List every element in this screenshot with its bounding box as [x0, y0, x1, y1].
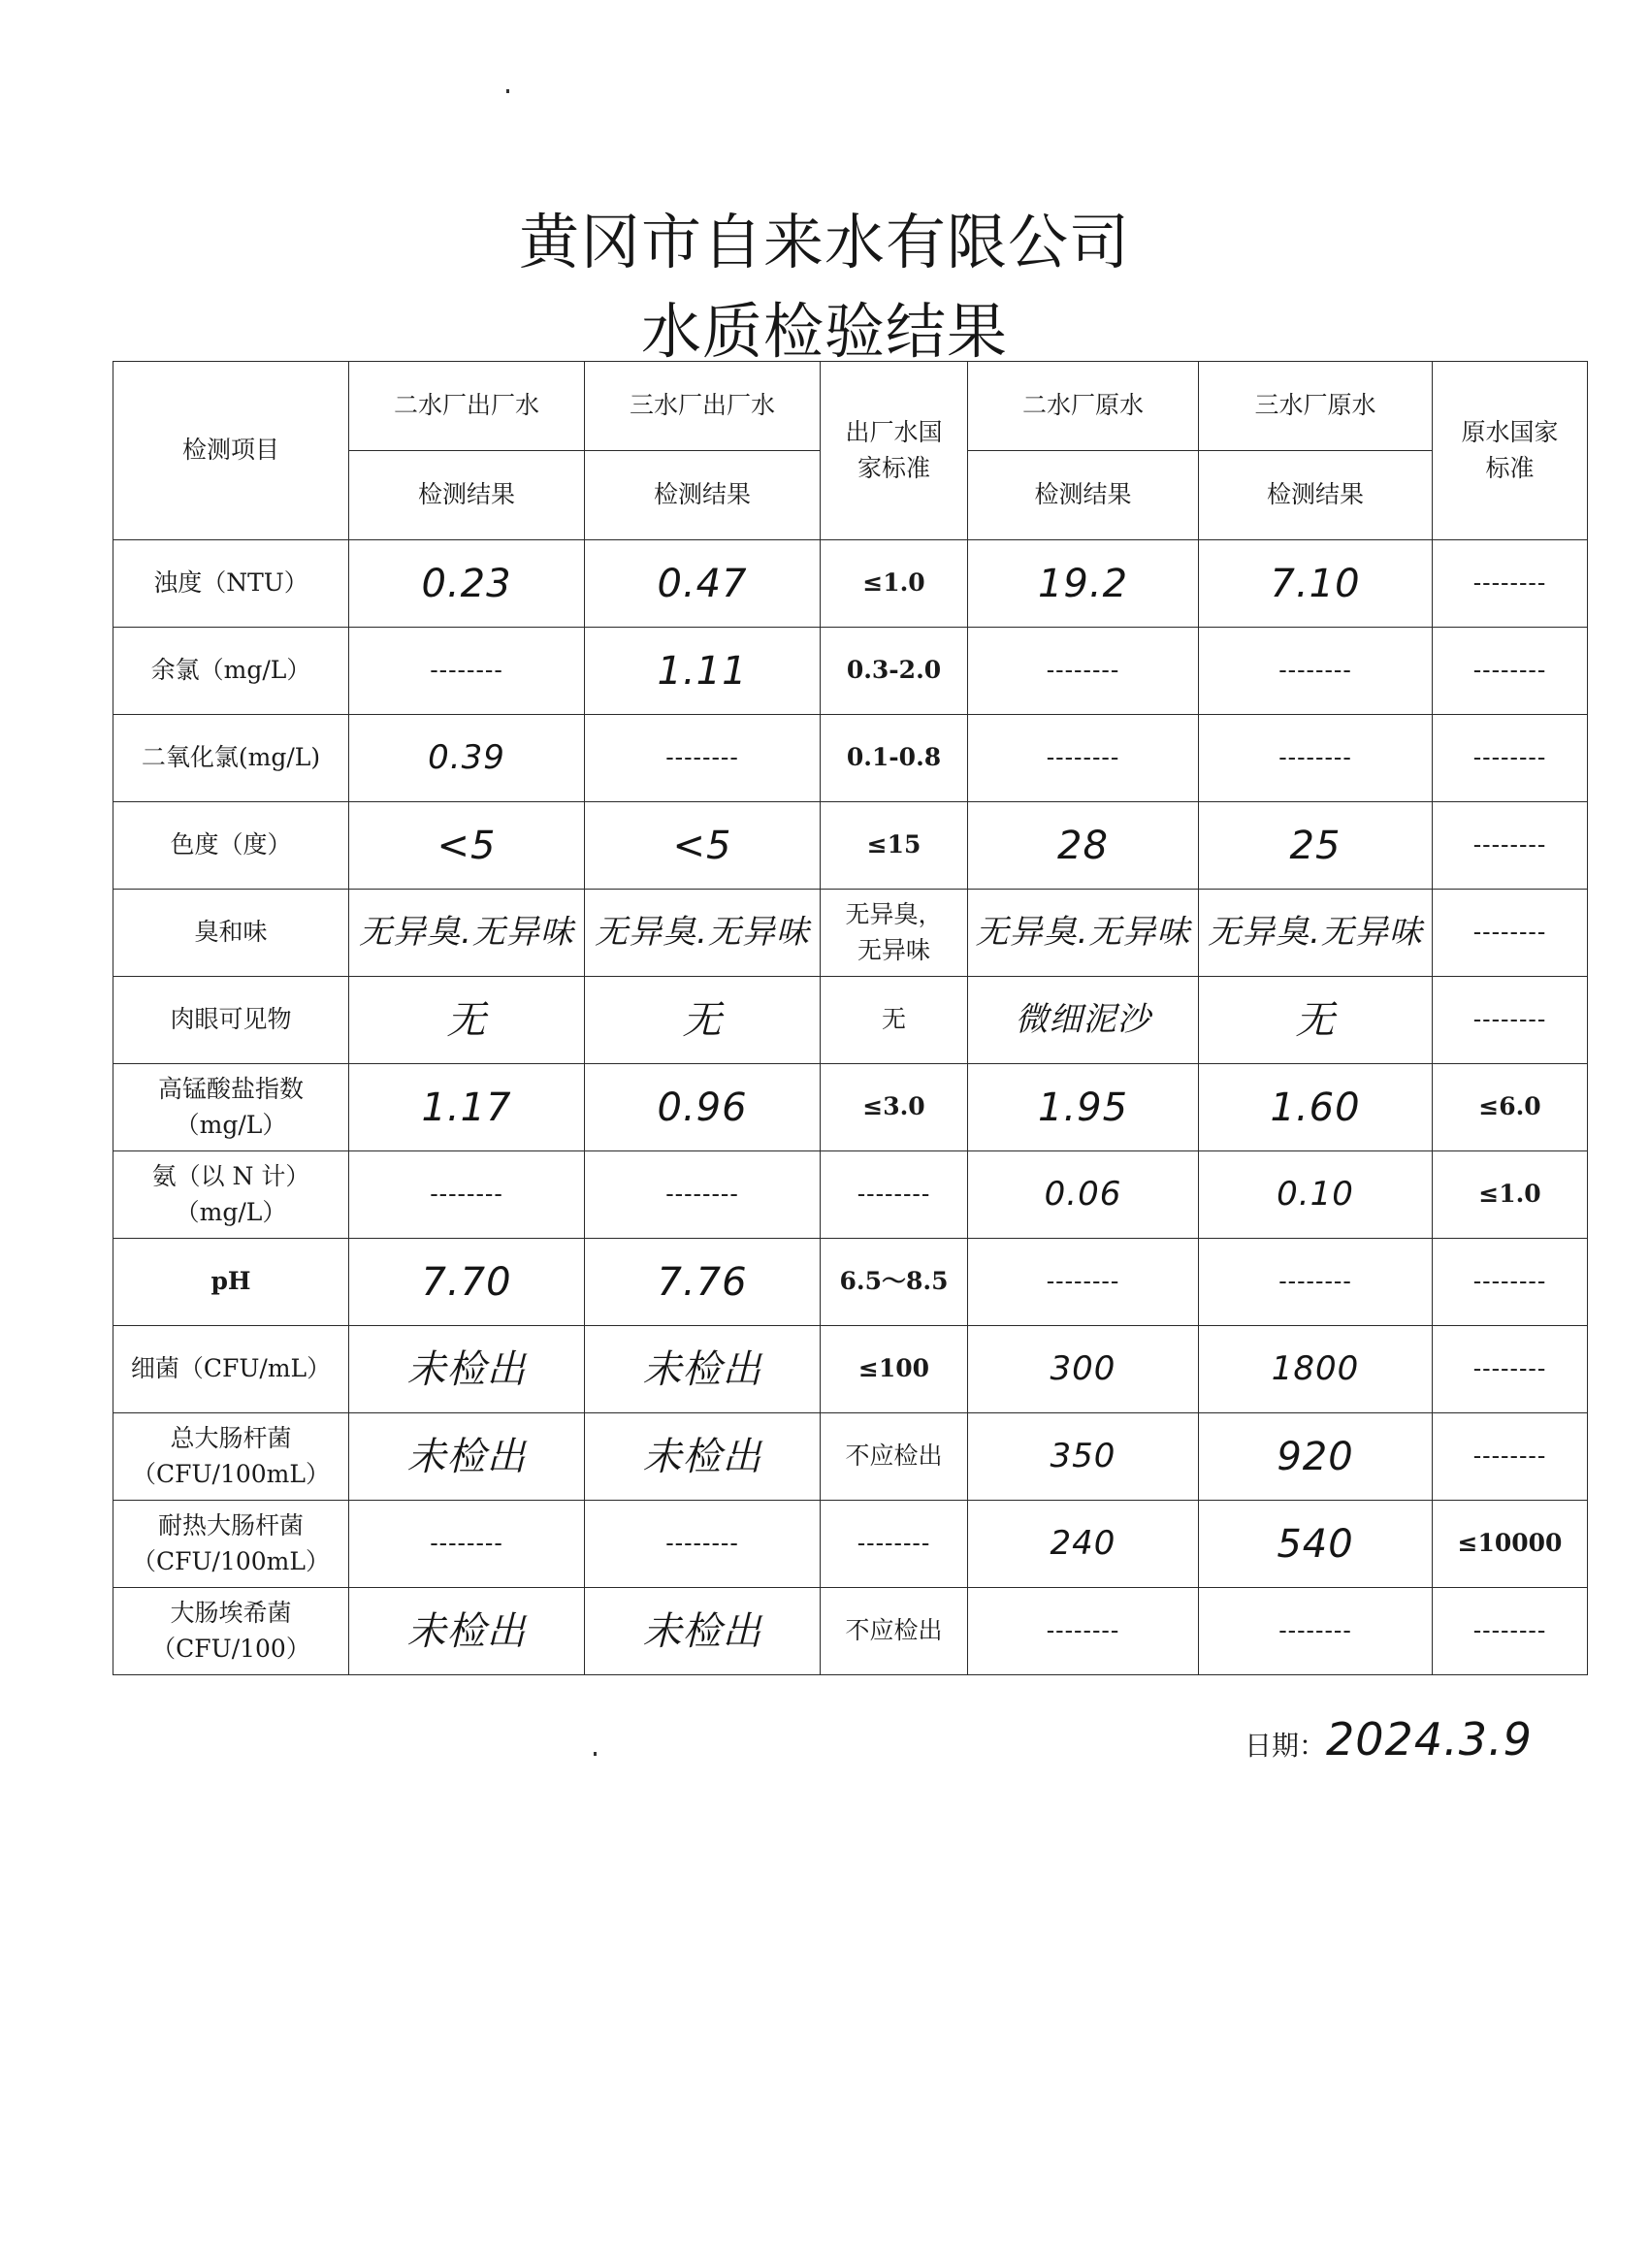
- result-cell: 无: [585, 977, 821, 1064]
- report-date: [1245, 1713, 1533, 1766]
- standard-cell: 不应检出: [821, 1413, 968, 1501]
- date-value: 2024.3.9: [1326, 1713, 1533, 1766]
- result-cell: 0.06: [968, 1151, 1199, 1239]
- row-label: 色度（度）: [113, 802, 349, 890]
- standard-cell: 6.5～8.5: [821, 1239, 968, 1326]
- header-row: [113, 362, 1588, 451]
- subheader-result: 检测结果: [1199, 451, 1433, 540]
- company-title: 黄冈市自来水有限公司: [518, 207, 1130, 277]
- table-row: [113, 802, 1588, 890]
- standard-cell: ≤1.0: [1433, 1151, 1588, 1239]
- table-row: [113, 1413, 1588, 1501]
- header-plant3-raw: 三水厂原水: [1199, 362, 1433, 451]
- result-cell: 540: [1199, 1501, 1433, 1588]
- result-cell: 无异臭.无异味: [349, 890, 585, 977]
- table-row: [113, 540, 1588, 628]
- table-row: [113, 1239, 1588, 1326]
- result-cell: --------: [968, 1588, 1199, 1675]
- row-label: 耐热大肠杆菌 （CFU/100mL）: [113, 1501, 349, 1588]
- table-row: [113, 715, 1588, 802]
- subheader-result: 检测结果: [585, 451, 821, 540]
- result-cell: --------: [349, 1151, 585, 1239]
- row-label: 细菌（CFU/mL）: [113, 1326, 349, 1413]
- result-cell: --------: [349, 628, 585, 715]
- result-cell: 19.2: [968, 540, 1199, 628]
- standard-cell: --------: [821, 1151, 968, 1239]
- header-plant2-raw: 二水厂原水: [968, 362, 1199, 451]
- row-label: 大肠埃希菌 （CFU/100）: [113, 1588, 349, 1675]
- table-row: [113, 1326, 1588, 1413]
- table-row: [113, 977, 1588, 1064]
- row-label: 氨（以 N 计） （mg/L）: [113, 1151, 349, 1239]
- result-cell: 350: [968, 1413, 1199, 1501]
- standard-cell: --------: [1433, 628, 1588, 715]
- row-label: 浊度（NTU）: [113, 540, 349, 628]
- result-cell: 1800: [1199, 1326, 1433, 1413]
- result-cell: 微细泥沙: [968, 977, 1199, 1064]
- result-cell: --------: [349, 1501, 585, 1588]
- result-cell: --------: [1199, 1239, 1433, 1326]
- table-row: [113, 1501, 1588, 1588]
- result-cell: --------: [585, 1151, 821, 1239]
- result-cell: 25: [1199, 802, 1433, 890]
- standard-cell: ≤3.0: [821, 1064, 968, 1151]
- header-plant3-outlet: 三水厂出厂水: [585, 362, 821, 451]
- table-row: [113, 1588, 1588, 1675]
- standard-cell: ≤100: [821, 1326, 968, 1413]
- standard-cell: ≤10000: [1433, 1501, 1588, 1588]
- row-label: 高锰酸盐指数 （mg/L）: [113, 1064, 349, 1151]
- standard-cell: 不应检出: [821, 1588, 968, 1675]
- result-cell: 无异臭.无异味: [585, 890, 821, 977]
- subheader-result: 检测结果: [349, 451, 585, 540]
- result-cell: --------: [1199, 715, 1433, 802]
- result-cell: --------: [1199, 1588, 1433, 1675]
- standard-cell: 无异臭， 无异味: [821, 890, 968, 977]
- header-item: 检测项目: [113, 362, 349, 540]
- table-row: [113, 1064, 1588, 1151]
- result-cell: 0.39: [349, 715, 585, 802]
- result-cell: --------: [585, 1501, 821, 1588]
- result-cell: 0.96: [585, 1064, 821, 1151]
- result-cell: 0.23: [349, 540, 585, 628]
- scan-speck: [506, 89, 509, 93]
- result-cell: 未检出: [585, 1588, 821, 1675]
- result-cell: 未检出: [349, 1326, 585, 1413]
- table-row: [113, 890, 1588, 977]
- result-cell: 1.95: [968, 1064, 1199, 1151]
- date-label: 日期：: [1245, 1730, 1327, 1762]
- table-row: [113, 628, 1588, 715]
- result-cell: 无: [1199, 977, 1433, 1064]
- result-cell: <5: [349, 802, 585, 890]
- header-raw-standard: 原水国家 标准: [1433, 362, 1588, 540]
- header-plant2-outlet: 二水厂出厂水: [349, 362, 585, 451]
- result-cell: --------: [585, 715, 821, 802]
- result-cell: 0.47: [585, 540, 821, 628]
- result-cell: 240: [968, 1501, 1199, 1588]
- result-cell: --------: [968, 715, 1199, 802]
- result-cell: 920: [1199, 1413, 1433, 1501]
- result-cell: 未检出: [349, 1588, 585, 1675]
- result-cell: 无异臭.无异味: [1199, 890, 1433, 977]
- result-cell: 未检出: [349, 1413, 585, 1501]
- standard-cell: --------: [1433, 1413, 1588, 1501]
- result-cell: 0.10: [1199, 1151, 1433, 1239]
- result-cell: 无异臭.无异味: [968, 890, 1199, 977]
- result-cell: 7.70: [349, 1239, 585, 1326]
- standard-cell: 无: [821, 977, 968, 1064]
- standard-cell: ≤1.0: [821, 540, 968, 628]
- result-cell: 1.17: [349, 1064, 585, 1151]
- standard-cell: --------: [821, 1501, 968, 1588]
- row-label: 余氯（mg/L）: [113, 628, 349, 715]
- result-cell: 1.60: [1199, 1064, 1433, 1151]
- standard-cell: --------: [1433, 1239, 1588, 1326]
- result-cell: 7.76: [585, 1239, 821, 1326]
- row-label: 二氧化氯(mg/L): [113, 715, 349, 802]
- table-row: [113, 1151, 1588, 1239]
- report-title: 水质检验结果: [640, 296, 1008, 367]
- row-label: pH: [113, 1239, 349, 1326]
- header-outlet-standard: 出厂水国 家标准: [821, 362, 968, 540]
- row-label: 总大肠杆菌 （CFU/100mL）: [113, 1413, 349, 1501]
- row-label: 臭和味: [113, 890, 349, 977]
- scan-speck: [594, 1752, 597, 1756]
- standard-cell: --------: [1433, 715, 1588, 802]
- standard-cell: --------: [1433, 802, 1588, 890]
- result-cell: 1.11: [585, 628, 821, 715]
- result-cell: 28: [968, 802, 1199, 890]
- standard-cell: ≤15: [821, 802, 968, 890]
- result-cell: 7.10: [1199, 540, 1433, 628]
- result-cell: 300: [968, 1326, 1199, 1413]
- standard-cell: 0.3-2.0: [821, 628, 968, 715]
- result-cell: --------: [968, 1239, 1199, 1326]
- water-quality-table: [113, 361, 1588, 1675]
- standard-cell: --------: [1433, 1588, 1588, 1675]
- subheader-result: 检测结果: [968, 451, 1199, 540]
- standard-cell: --------: [1433, 1326, 1588, 1413]
- standard-cell: 0.1-0.8: [821, 715, 968, 802]
- result-cell: 未检出: [585, 1413, 821, 1501]
- result-cell: <5: [585, 802, 821, 890]
- result-cell: --------: [968, 628, 1199, 715]
- standard-cell: --------: [1433, 890, 1588, 977]
- result-cell: --------: [1199, 628, 1433, 715]
- standard-cell: ≤6.0: [1433, 1064, 1588, 1151]
- result-cell: 未检出: [585, 1326, 821, 1413]
- row-label: 肉眼可见物: [113, 977, 349, 1064]
- standard-cell: --------: [1433, 540, 1588, 628]
- standard-cell: --------: [1433, 977, 1588, 1064]
- result-cell: 无: [349, 977, 585, 1064]
